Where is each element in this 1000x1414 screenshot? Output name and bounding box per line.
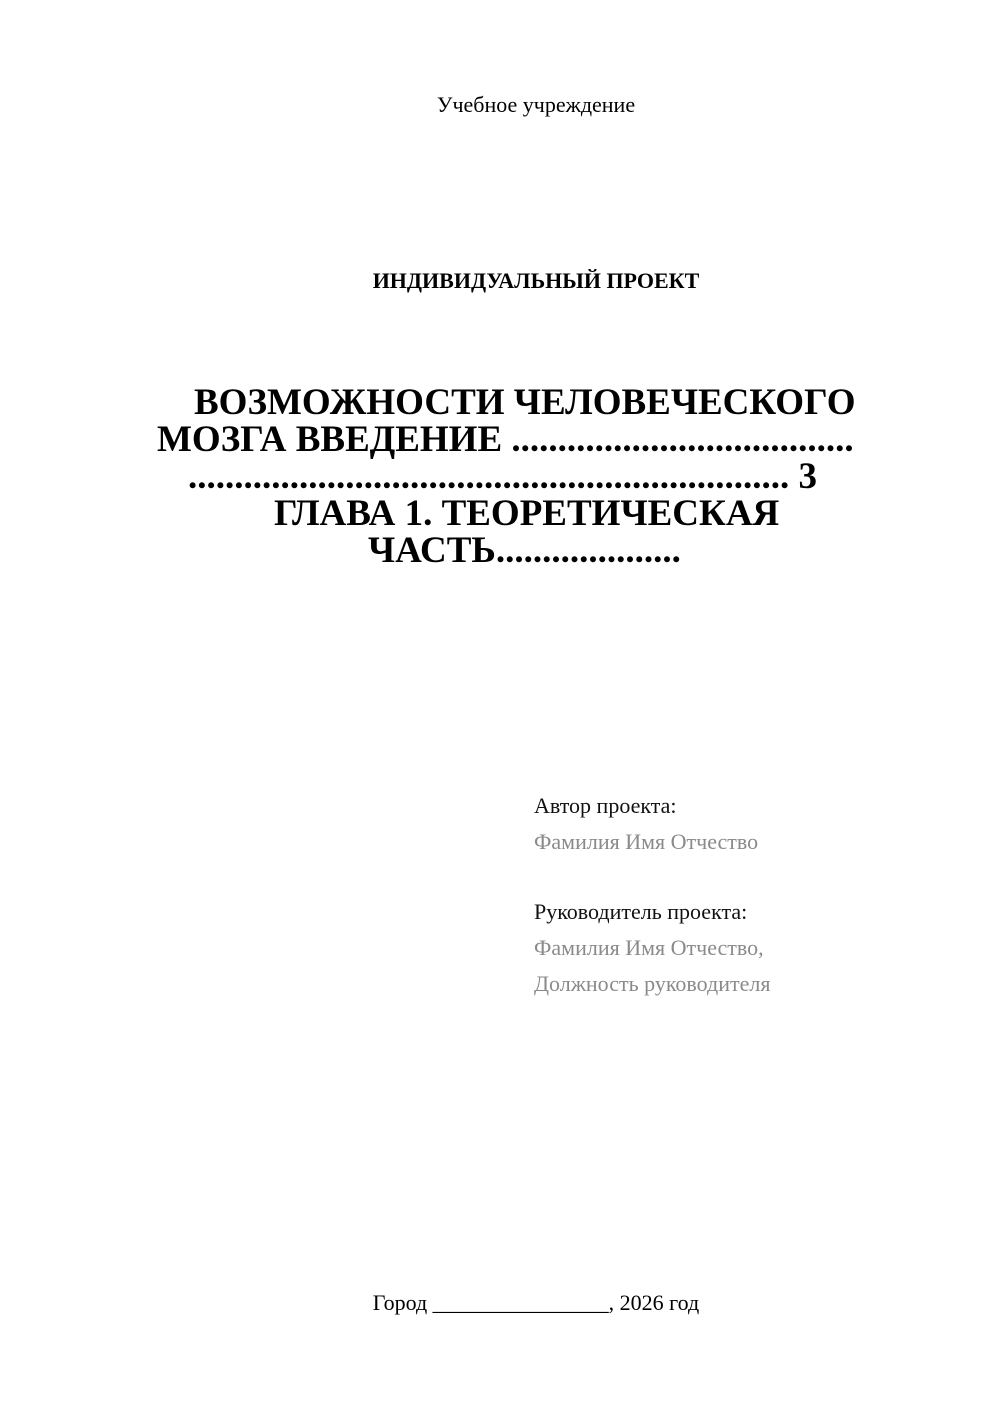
supervisor-name: Фамилия Имя Отчество,: [534, 935, 764, 960]
city-year-line: [0, 1290, 1000, 1316]
title-line: ЧАСТЬ....................: [368, 530, 681, 571]
project-type-heading: ИНДИВИДУАЛЬНЫЙ ПРОЕКТ: [372, 268, 700, 293]
city-blank: ________________: [432, 1290, 609, 1315]
title-line: ГЛАВА 1. ТЕОРЕТИЧЕСКАЯ: [274, 493, 780, 534]
city-label: Город: [372, 1290, 428, 1315]
title-line: ................................................................. 3: [188, 456, 817, 497]
spacer: [534, 860, 974, 894]
project-title: [150, 384, 920, 569]
year-text: , 2026 год: [608, 1290, 700, 1315]
supervisor-label: Руководитель проекта:: [534, 899, 748, 924]
supervisor-position: Должность руководителя: [534, 971, 771, 996]
people-block: [534, 788, 974, 1002]
author-label: Автор проекта:: [534, 793, 677, 818]
title-line: МОЗГА ВВЕДЕНИЕ .....................................: [157, 419, 854, 460]
title-line: ВОЗМОЖНОСТИ ЧЕЛОВЕЧЕСКОГО: [194, 382, 856, 423]
institution-name: Учебное учреждение: [436, 92, 636, 117]
author-name: Фамилия Имя Отчество: [534, 829, 759, 854]
